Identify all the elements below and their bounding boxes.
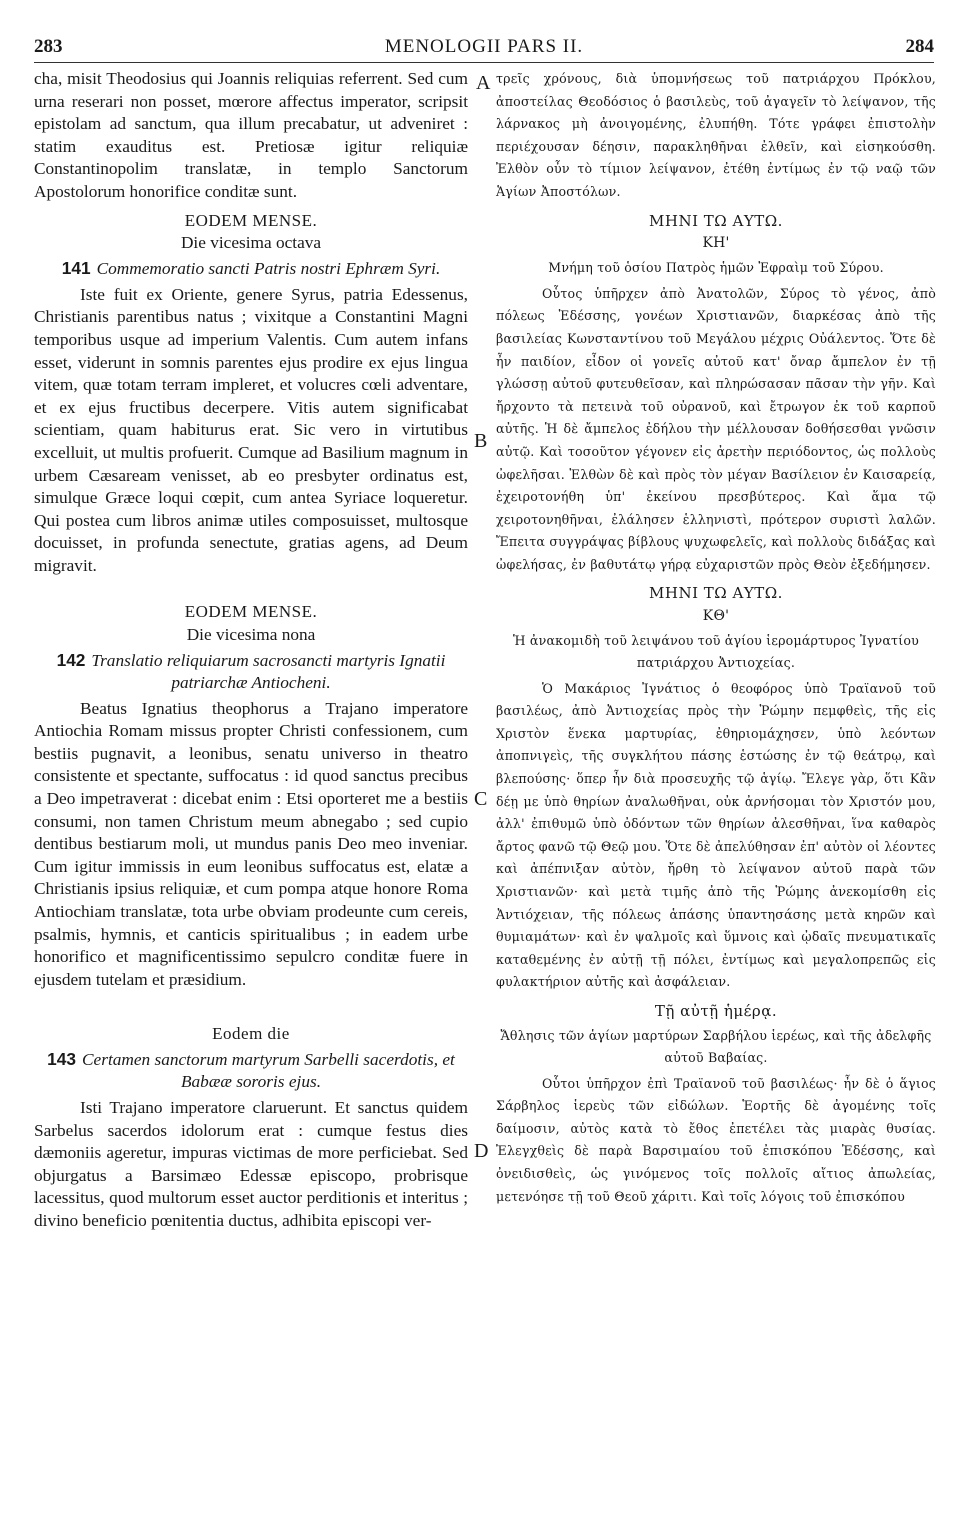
greek-date-141: ΚΗ' <box>702 235 730 252</box>
latin-column <box>34 68 468 1233</box>
greek-continued-paragraph: τρεῖς χρόνους, διὰ ὑπομνήσεως τοῦ πατριάρχου Πρόκλου, ἀποστείλας Θεοδόσιος ὁ βασιλεὺς, τοῦ ἀγαγεῖν τὸ λείψανον, τῆς λάρνακος μὴ ἀνοιγομένης, ἐλυπήθη. Τότε γράφει ἐπιστολὴν περιέχουσαν δέησιν, παρακληθῆναι ἐλθεῖν, καὶ εἰσηκούσθη. Ἐλθὸν οὖν τὸ τίμιον λείψανον, ἐτέθη ἐντίμως ἐν τῷ ναῷ τῶν Ἁγίων Ἀποστόλων. <box>496 71 936 199</box>
greek-body-142: Ὁ Μακάριος Ἰγνάτιος ὁ θεοφόρος ὑπὸ Τραϊανοῦ τοῦ βασιλέως, ἀπὸ Ἀντιοχείας πρὸς τὴν Ῥώμην πεμφθεὶς, τῆς εἰς Χριστὸν ἕνεκα μαρτυρίας, ἐθηριομάχησεν, ὑπὸ λεόντων ἀποπνιγεὶς, τῆς συγκλήτου πάσης ἑστώσης ἐν τῷ θεάτρῳ, καὶ βλεπούσης· ὅπερ ἦν διὰ προσευχῆς τῷ ἁγίῳ. Ἔλεγε γὰρ, ὅτι Κἂν δέῃ με ὑπὸ θηρίων ἀναλωθῆναι, οὐκ ἀρνήσομαι τὸν Χριστόν μου, ἀλλ' ἐπιθυμῶ ὑπὸ ὀδόντων τῶν θηρίων ἀλεσθῆναι, ἵνα καθαρὸς ἄρτος φανῶ τῷ Θεῷ μου. Ὅτε δὲ ἀπελύθησαν ἐπ' αὐτὸν οἱ λέοντες καὶ ἀπέπνιξαν αὐτὸν, ἤρθη τὸ λείψανον αὐτοῦ παρὰ τῶν Χριστιανῶν· καὶ μετὰ τιμῆς ἀπὸ τῆς Ῥώμης ἀνεκομίσθη εἰς Ἀντιόχειαν, τῆς πόλεως ἁπάσης ὑπαντησάσης μετὰ κηρῶν καὶ θυμιαμάτων· καὶ ἐν ψαλμοῖς καὶ ὕμνοις καὶ ᾠδαῖς πνευματικαῖς καταθεμένης ἐν αὐτῇ τῇ πόλει, ἐντίμως καὶ μεγαλοπρεπῶς εἰς φυλακτήριον αὐτῆς καὶ ἀσφάλειαν. <box>496 680 936 990</box>
page-number-left: 283 <box>34 36 63 57</box>
margin-letter-c: C <box>474 788 488 810</box>
page-number-right: 284 <box>905 36 934 57</box>
latin-entry-142 <box>34 649 468 694</box>
entry-title: Μνήμη τοῦ ὁσίου Πατρὸς ἡμῶν Ἐφραὶμ τοῦ Σύρου. <box>548 259 884 275</box>
latin-heading-142: EODEM MENSE. <box>184 602 318 622</box>
greek-entry-142 <box>496 630 936 674</box>
latin-date-141: Die vicesima octava <box>180 233 322 253</box>
greek-body-141: Οὗτος ὑπῆρχεν ἀπὸ Ἀνατολῶν, Σύρος τὸ γένος, ἀπὸ πόλεως Ἐδέσσης, γονέων Χριστιανῶν, διαρκέσας ἀπὸ τῆς βασιλείας Κωνσταντίνου τοῦ Μεγάλου μέχρις Οὐάλεντος. Ὅτε δὲ ἦν παιδίον, εἶδον οἱ γονεῖς αὐτοῦ κατ' ὄναρ ἄμπελον ἐν τῇ γλώσσῃ αὐτοῦ φυτευθεῖσαν, καὶ πληρώσασαν πᾶσαν τὴν γῆν. Καὶ ἤρχοντο τὰ πετεινὰ τοῦ οὐρανοῦ, καὶ ἔτρωγον ἐκ τοῦ καρποῦ αὐτῆς. Ἡ δὲ ἄμπελος ἐδήλου τὴν μέλλουσαν δοθήσεσθαι γνῶσιν αὐτῷ. Καὶ τοσοῦτον γέγονεν εἰς ἀρετὴν περιόδοντος, ὡς πολλοὺς ὠφελῆσαι. Ἐλθὼν δὲ καὶ πρὸς τὸν μέγαν Βασίλειον ἐν Καισαρείᾳ, ἐχειροτονήθη ὑπ' ἐκείνου πρεσβύτερος. Καὶ ἅμα τῷ χειροτονηθῆναι, ἐλάλησεν ἑλληνιστὶ, πρότερον συριστὶ λαλῶν. Ἔπειτα συγγράψας βίβλους ψυχωφελεῖς, καὶ πολλοὺς διδάξας καὶ ὠφελήσας, ἐν βαθυτάτῳ γήρᾳ εὐχαριστῶν πρὸς Θεὸν ἐξεδήμησεν. <box>496 285 936 572</box>
greek-heading-142: ΜΗΝΙ ΤΩ ΑΥΤΩ. <box>649 584 783 603</box>
greek-heading-143: Τῇ αὐτῇ ἡμέρᾳ. <box>654 1001 778 1020</box>
greek-heading-141: ΜΗΝΙ ΤΩ ΑΥΤΩ. <box>649 211 783 230</box>
entry-title: Commemoratio sancti Patris nostri Ephræm Syri. <box>96 258 441 278</box>
latin-body-143: Isti Trajano imperatore claruerunt. Et sanctus quidem Sarbelus sacerdos idolorum erat : cumque festus dies dæmoniis ageretur, impuras victimas de more perficiebat. Sed objurgatus a Barsimæo Edessæ episcopo, probrisque lacessitus, quod multorum esset auctor perditionis et interitus ; divino beneficio pœnitentia ductus, adhibita episcopi ver- <box>34 1097 468 1230</box>
page-header <box>34 34 934 63</box>
margin-letter-a: A <box>476 72 491 94</box>
entry-title: Ἄθλησις τῶν ἁγίων μαρτύρων Σαρβήλου ἱερέως, καὶ τῆς ἀδελφῆς αὐτοῦ Βαβαίας. <box>500 1027 932 1065</box>
entry-title: Certamen sanctorum martyrum Sarbelli sacerdotis, et Babææ sororis ejus. <box>82 1049 455 1091</box>
greek-body-143: Οὗτοι ὑπῆρχον ἐπὶ Τραϊανοῦ τοῦ βασιλέως· ἦν δὲ ὁ ἅγιος Σάρβηλος ἱερεὺς τῶν εἰδώλων. Ἑορτῆς δὲ ἀγομένης τοῖς δαίμοσιν, αὐτὸς κατὰ τὸ ἔθος ἐπετέλει τὰς μιαρὰς θυσίας. Ἐλεγχθεὶς δὲ παρὰ Βαρσιμαίου τοῦ ἐπισκόπου Ἐδέσσης, καὶ ὀνειδισθεὶς, ὡς γινόμενος τοῖς πολλοῖς αἴτιος ἀπωλείας, μετενόησε τῇ τοῦ Θεοῦ χάριτι. Καὶ τοῖς λόγοις τοῦ ἐπισκόπου <box>496 1075 936 1204</box>
entry-number: 141 <box>61 257 91 278</box>
latin-continued-paragraph: cha, misit Theodosius qui Joannis reliquias referrent. Sed cum urna reserari non posset, mœrore affectus imperator, scripsit epistolam ad sanctum, qua illum precabatur, ut adveniret : statim exauditus est. Pretiosæ igitur reliquiæ Constantinopolim translatæ, in templo Sanctorum Apostolorum honorifice conditæ sunt. <box>34 69 468 201</box>
latin-heading-143: Eodem die <box>212 1024 290 1044</box>
greek-entry-141 <box>496 257 936 279</box>
latin-body-141: Iste fuit ex Oriente, genere Syrus, patria Edessenus, Christianis parentibus natus ; vixitque a Constantini Magni temporibus usque ad imperium Valentis. Cum autem infans esset, viderunt in somnis parentes ejus prodire ex ejus lingua vitem, quæ totam terram impleret, et volucres cœli adventare, et ex ejus fructibus decerpere. Vitis autem significabat scientiam, quam habiturus erat. Sic vero in virtutibus excelluit, ut multis profuerit. Cumque ad Basilium magnum in urbem Cæsaream venisset, ab eo presbyter ordinatus est, simulque Græce loqui cœpit, cum antea Syriace loqueretur. Qui postea cum libros animæ utiles composuisset, multosque docuisset, in profunda senectute, gratias agens, ad Deum migravit. <box>34 284 468 575</box>
latin-heading-141: EODEM MENSE. <box>184 210 318 230</box>
latin-body-142: Beatus Ignatius theophorus a Trajano imperatore Antiochia Romam missus propter Christi confessionem, cum bestiis pugnavit, a leonibus, senatu universo in theatro consistente et spectante, suffocatus : id quod sanctus precibus a Deo impetraverat : dicebat enim : Etsi oporteret me a bestiis consumi, non tamen Christum meum abnegabo ; sed cupio dentibus bestiarum moli, ut mundus panis Deo meo inveniar. Cum igitur immissis in eum leonibus suffocatus est, elatæ a Christianis ipsius reliquiæ, et cum pompa atque honore Roma Antiochiam translatæ, tota urbe obviam prodeunte cum cereis, psalmis, hymnis, et canticis spiritualibus ; in eadem urbe honorifico et magnificentissimo sepulcro conditæ fuere in ejusdem tutelam et præsidium. <box>34 698 468 989</box>
margin-letter-b: B <box>474 430 488 452</box>
latin-date-142: Die vicesima nona <box>186 625 316 645</box>
greek-date-142: ΚΘ' <box>702 608 730 625</box>
margin-letter-d: D <box>474 1140 489 1162</box>
entry-number: 143 <box>47 1048 77 1069</box>
entry-number: 142 <box>56 649 86 670</box>
greek-column <box>496 68 936 1208</box>
running-title: MENOLOGII PARS II. <box>384 36 584 57</box>
latin-entry-143 <box>34 1048 468 1093</box>
greek-entry-143 <box>496 1025 936 1069</box>
latin-entry-141 <box>34 257 468 280</box>
entry-title: Translatio reliquiarum sacrosancti martyris Ignatii patriarchæ Antiocheni. <box>91 650 446 692</box>
entry-title: Ἡ ἀνακομιδὴ τοῦ λειψάνου τοῦ ἁγίου ἱερομάρτυρος Ἰγνατίου πατριάρχου Ἀντιοχείας. <box>512 632 919 670</box>
